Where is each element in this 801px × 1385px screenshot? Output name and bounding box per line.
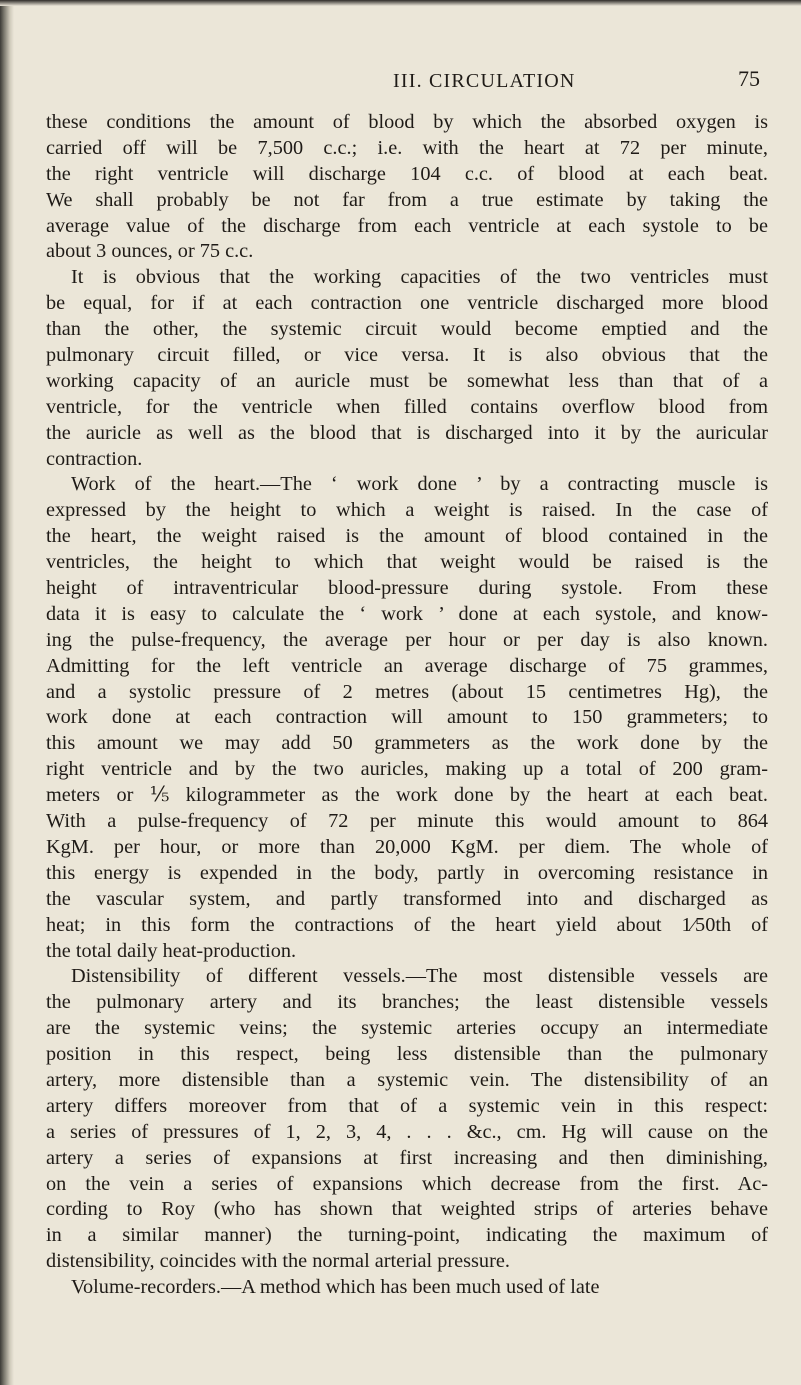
page-binding-shadow — [0, 0, 14, 1385]
text-line: carried off will be 7,500 c.c.; i.e. with the heart at 72 per minute, — [46, 136, 768, 159]
text-line: than the other, the systemic circuit would become emptied and the — [46, 318, 768, 341]
text-line: in a similar manner) the turning-point, indicating the maximum of — [46, 1224, 768, 1247]
text-line: artery differs moreover from that of a systemic vein in this respect: — [46, 1094, 768, 1117]
body-text — [46, 110, 768, 1301]
text-line: be equal, for if at each contraction one ventricle discharged more blood — [46, 292, 768, 315]
text-line: heat; in this form the contractions of the heart yield about 1⁄50th of — [46, 913, 768, 936]
paragraph-start-line: Volume-recorders.—A method which has been much used of late — [71, 1276, 600, 1299]
text-line: the auricle as well as the blood that is discharged into it by the auricular — [46, 421, 768, 444]
page-header — [0, 66, 801, 98]
text-line: are the systemic veins; the systemic arteries occupy an intermediate — [46, 1017, 768, 1040]
text-line: pulmonary circuit filled, or vice versa. It is also obvious that the — [46, 344, 768, 367]
text-line: Admitting for the left ventricle an average discharge of 75 grammes, — [46, 654, 768, 677]
text-line: data it is easy to calculate the ‘ work ’ done at each systole, and know- — [46, 602, 768, 625]
text-line: work done at each contraction will amount to 150 grammeters; to — [46, 706, 768, 729]
paragraph-start-line: It is obvious that the working capacities of the two ventricles must — [71, 266, 768, 289]
text-line: a series of pressures of 1, 2, 3, 4, . . . &c., cm. Hg will cause on the — [46, 1120, 768, 1143]
text-line: the vascular system, and partly transformed into and discharged as — [46, 887, 768, 910]
text-line: right ventricle and by the two auricles, making up a total of 200 gram- — [46, 758, 768, 781]
text-line: the heart, the weight raised is the amount of blood contained in the — [46, 525, 768, 548]
page-number: 75 — [738, 66, 760, 91]
paragraph-start-line: Distensibility of different vessels.—The most distensible vessels are — [71, 965, 768, 988]
text-line: KgM. per hour, or more than 20,000 KgM. per diem. The whole of — [46, 835, 768, 858]
text-line: this amount we may add 50 grammeters as the work done by the — [46, 732, 768, 755]
text-line: these conditions the amount of blood by which the absorbed oxygen is — [46, 111, 768, 133]
text-line: distensibility, coincides with the normal arterial pressure. — [46, 1250, 510, 1273]
text-line: average value of the discharge from each ventricle at each systole to be — [46, 214, 768, 237]
text-line: artery, more distensible than a systemic vein. The distensibility of an — [46, 1068, 768, 1091]
page-top-edge-shadow — [0, 0, 801, 6]
text-line: on the vein a series of expansions which decrease from the first. Ac- — [46, 1172, 768, 1195]
text-line: ing the pulse-frequency, the average per hour or per day is also known. — [46, 628, 768, 651]
text-line: the total daily heat-production. — [46, 939, 297, 962]
text-line: artery a series of expansions at first increasing and then diminishing, — [46, 1146, 768, 1169]
text-line: ventricle, for the ventricle when filled contains overflow blood from — [46, 395, 768, 418]
text-line: about 3 ounces, or 75 c.c. — [46, 240, 254, 263]
text-line: working capacity of an auricle must be somewhat less than that of a — [46, 369, 768, 392]
text-line: the right ventricle will discharge 104 c.c. of blood at each beat. — [46, 162, 768, 185]
text-line: ventricles, the height to which that weight would be raised is the — [46, 551, 768, 574]
text-line: contraction. — [46, 447, 143, 470]
text-line: expressed by the height to which a weight is raised. In the case of — [46, 499, 768, 522]
text-line: With a pulse-frequency of 72 per minute this would amount to 864 — [46, 810, 768, 833]
text-line: the pulmonary artery and its branches; the least distensible vessels — [46, 991, 768, 1014]
text-line: meters or ⅕ kilogrammeter as the work done by the heart at each beat. — [46, 784, 768, 807]
text-line: and a systolic pressure of 2 metres (about 15 centimetres Hg), the — [46, 680, 768, 703]
text-line: this energy is expended in the body, partly in overcoming resistance in — [46, 861, 768, 884]
text-line: cording to Roy (who has shown that weighted strips of arteries behave — [46, 1198, 768, 1221]
running-head: III. CIRCULATION — [393, 70, 576, 92]
text-line: We shall probably be not far from a true estimate by taking the — [46, 188, 768, 211]
text-line: position in this respect, being less distensible than the pulmonary — [46, 1043, 768, 1066]
text-line: height of intraventricular blood-pressure during systole. From these — [46, 577, 768, 600]
paragraph-start-line: Work of the heart.—The ‘ work done ’ by a contracting muscle is — [71, 473, 768, 496]
